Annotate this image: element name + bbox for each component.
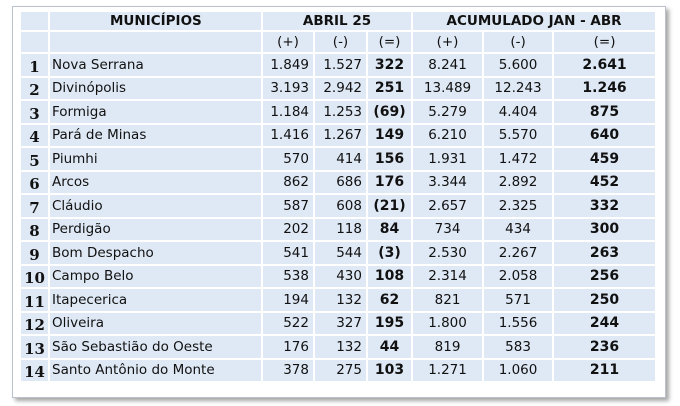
subheader-acc-balance: (=) — [554, 32, 657, 54]
table-row — [21, 101, 657, 125]
subheader-row — [21, 32, 657, 54]
month-dismissals: 414 — [315, 148, 368, 172]
rank-cell: 3 — [21, 101, 50, 125]
subheader-acc-admissions: (+) — [413, 32, 484, 54]
month-dismissals: 608 — [315, 195, 368, 219]
table-row — [21, 242, 657, 266]
acc-balance: 256 — [554, 266, 657, 290]
acc-dismissals: 4.404 — [484, 101, 554, 125]
acc-balance: 875 — [554, 101, 657, 125]
month-dismissals: 2.942 — [315, 78, 368, 102]
month-dismissals: 1.527 — [315, 54, 368, 78]
subheader-acc-dismissals: (-) — [484, 32, 554, 54]
table-row — [21, 78, 657, 102]
subheader-blank — [21, 32, 50, 54]
month-balance: 251 — [368, 78, 413, 102]
municipio-name: Formiga — [50, 101, 263, 125]
month-admissions: 194 — [263, 289, 315, 313]
acc-admissions: 2.657 — [413, 195, 484, 219]
acc-admissions: 8.241 — [413, 54, 484, 78]
month-dismissals: 118 — [315, 219, 368, 243]
subheader-balance: (=) — [368, 32, 413, 54]
table-row — [21, 195, 657, 219]
acc-dismissals: 571 — [484, 289, 554, 313]
municipio-name: Itapecerica — [50, 289, 263, 313]
month-balance: 108 — [368, 266, 413, 290]
rank-cell: 13 — [21, 336, 50, 360]
acc-balance: 300 — [554, 219, 657, 243]
acc-dismissals: 583 — [484, 336, 554, 360]
acc-admissions: 1.800 — [413, 313, 484, 337]
month-admissions: 587 — [263, 195, 315, 219]
month-admissions: 522 — [263, 313, 315, 337]
header-row — [21, 12, 657, 32]
table-row — [21, 266, 657, 290]
acc-admissions: 2.314 — [413, 266, 484, 290]
acc-dismissals: 12.243 — [484, 78, 554, 102]
acc-balance: 459 — [554, 148, 657, 172]
acc-dismissals: 5.570 — [484, 125, 554, 149]
month-dismissals: 1.267 — [315, 125, 368, 149]
rank-cell: 1 — [21, 54, 50, 78]
month-admissions: 1.416 — [263, 125, 315, 149]
acc-admissions: 819 — [413, 336, 484, 360]
month-balance: 103 — [368, 360, 413, 384]
month-dismissals: 544 — [315, 242, 368, 266]
month-admissions: 570 — [263, 148, 315, 172]
month-admissions: 378 — [263, 360, 315, 384]
rank-cell: 7 — [21, 195, 50, 219]
month-dismissals: 686 — [315, 172, 368, 196]
month-balance: 176 — [368, 172, 413, 196]
header-blank — [21, 12, 50, 32]
month-dismissals: 327 — [315, 313, 368, 337]
municipio-name: São Sebastião do Oeste — [50, 336, 263, 360]
table-body — [21, 54, 657, 383]
table-frame — [12, 6, 666, 398]
table-row — [21, 172, 657, 196]
municipio-name: Piumhi — [50, 148, 263, 172]
subheader-admissions: (+) — [263, 32, 315, 54]
month-dismissals: 275 — [315, 360, 368, 384]
acc-balance: 640 — [554, 125, 657, 149]
month-dismissals: 430 — [315, 266, 368, 290]
month-admissions: 538 — [263, 266, 315, 290]
month-admissions: 176 — [263, 336, 315, 360]
rank-cell: 12 — [21, 313, 50, 337]
acc-dismissals: 2.058 — [484, 266, 554, 290]
table-row — [21, 125, 657, 149]
month-admissions: 1.849 — [263, 54, 315, 78]
rank-cell: 2 — [21, 78, 50, 102]
month-balance: 156 — [368, 148, 413, 172]
table-row — [21, 289, 657, 313]
acc-dismissals: 434 — [484, 219, 554, 243]
month-dismissals: 132 — [315, 289, 368, 313]
acc-admissions: 5.279 — [413, 101, 484, 125]
municipio-name: Bom Despacho — [50, 242, 263, 266]
acc-admissions: 6.210 — [413, 125, 484, 149]
table-row — [21, 148, 657, 172]
month-admissions: 1.184 — [263, 101, 315, 125]
month-admissions: 541 — [263, 242, 315, 266]
acc-admissions: 3.344 — [413, 172, 484, 196]
month-dismissals: 1.253 — [315, 101, 368, 125]
acc-balance: 236 — [554, 336, 657, 360]
table-row — [21, 219, 657, 243]
acc-balance: 452 — [554, 172, 657, 196]
month-balance: 44 — [368, 336, 413, 360]
acc-dismissals: 1.556 — [484, 313, 554, 337]
acc-admissions: 2.530 — [413, 242, 484, 266]
acc-dismissals: 1.472 — [484, 148, 554, 172]
acc-dismissals: 2.892 — [484, 172, 554, 196]
rank-cell: 9 — [21, 242, 50, 266]
municipio-name: Pará de Minas — [50, 125, 263, 149]
rank-cell: 5 — [21, 148, 50, 172]
employment-table — [21, 12, 657, 383]
acc-balance: 244 — [554, 313, 657, 337]
table-row — [21, 360, 657, 384]
rank-cell: 6 — [21, 172, 50, 196]
month-dismissals: 132 — [315, 336, 368, 360]
acc-dismissals: 2.267 — [484, 242, 554, 266]
municipio-name: Cláudio — [50, 195, 263, 219]
month-balance: 322 — [368, 54, 413, 78]
acc-dismissals: 5.600 — [484, 54, 554, 78]
month-balance: (69) — [368, 101, 413, 125]
rank-cell: 11 — [21, 289, 50, 313]
header-month: ABRIL 25 — [263, 12, 413, 32]
acc-admissions: 821 — [413, 289, 484, 313]
municipio-name: Campo Belo — [50, 266, 263, 290]
header-municipios: MUNICÍPIOS — [50, 12, 263, 32]
month-balance: 195 — [368, 313, 413, 337]
subheader-blank — [50, 32, 263, 54]
subheader-dismissals: (-) — [315, 32, 368, 54]
acc-balance: 250 — [554, 289, 657, 313]
acc-balance: 211 — [554, 360, 657, 384]
table-row — [21, 54, 657, 78]
month-balance: 84 — [368, 219, 413, 243]
acc-dismissals: 2.325 — [484, 195, 554, 219]
acc-dismissals: 1.060 — [484, 360, 554, 384]
acc-balance: 2.641 — [554, 54, 657, 78]
acc-balance: 1.246 — [554, 78, 657, 102]
month-balance: 149 — [368, 125, 413, 149]
municipio-name: Oliveira — [50, 313, 263, 337]
municipio-name: Arcos — [50, 172, 263, 196]
rank-cell: 8 — [21, 219, 50, 243]
municipio-name: Nova Serrana — [50, 54, 263, 78]
rank-cell: 14 — [21, 360, 50, 384]
month-admissions: 202 — [263, 219, 315, 243]
month-balance: (21) — [368, 195, 413, 219]
acc-admissions: 1.931 — [413, 148, 484, 172]
acc-admissions: 734 — [413, 219, 484, 243]
municipio-name: Perdigão — [50, 219, 263, 243]
acc-admissions: 1.271 — [413, 360, 484, 384]
header-accumulated: ACUMULADO JAN - ABR — [413, 12, 657, 32]
acc-admissions: 13.489 — [413, 78, 484, 102]
rank-cell: 10 — [21, 266, 50, 290]
municipio-name: Divinópolis — [50, 78, 263, 102]
month-admissions: 862 — [263, 172, 315, 196]
municipio-name: Santo Antônio do Monte — [50, 360, 263, 384]
month-balance: (3) — [368, 242, 413, 266]
month-admissions: 3.193 — [263, 78, 315, 102]
acc-balance: 332 — [554, 195, 657, 219]
month-balance: 62 — [368, 289, 413, 313]
acc-balance: 263 — [554, 242, 657, 266]
table-row — [21, 313, 657, 337]
rank-cell: 4 — [21, 125, 50, 149]
table-row — [21, 336, 657, 360]
